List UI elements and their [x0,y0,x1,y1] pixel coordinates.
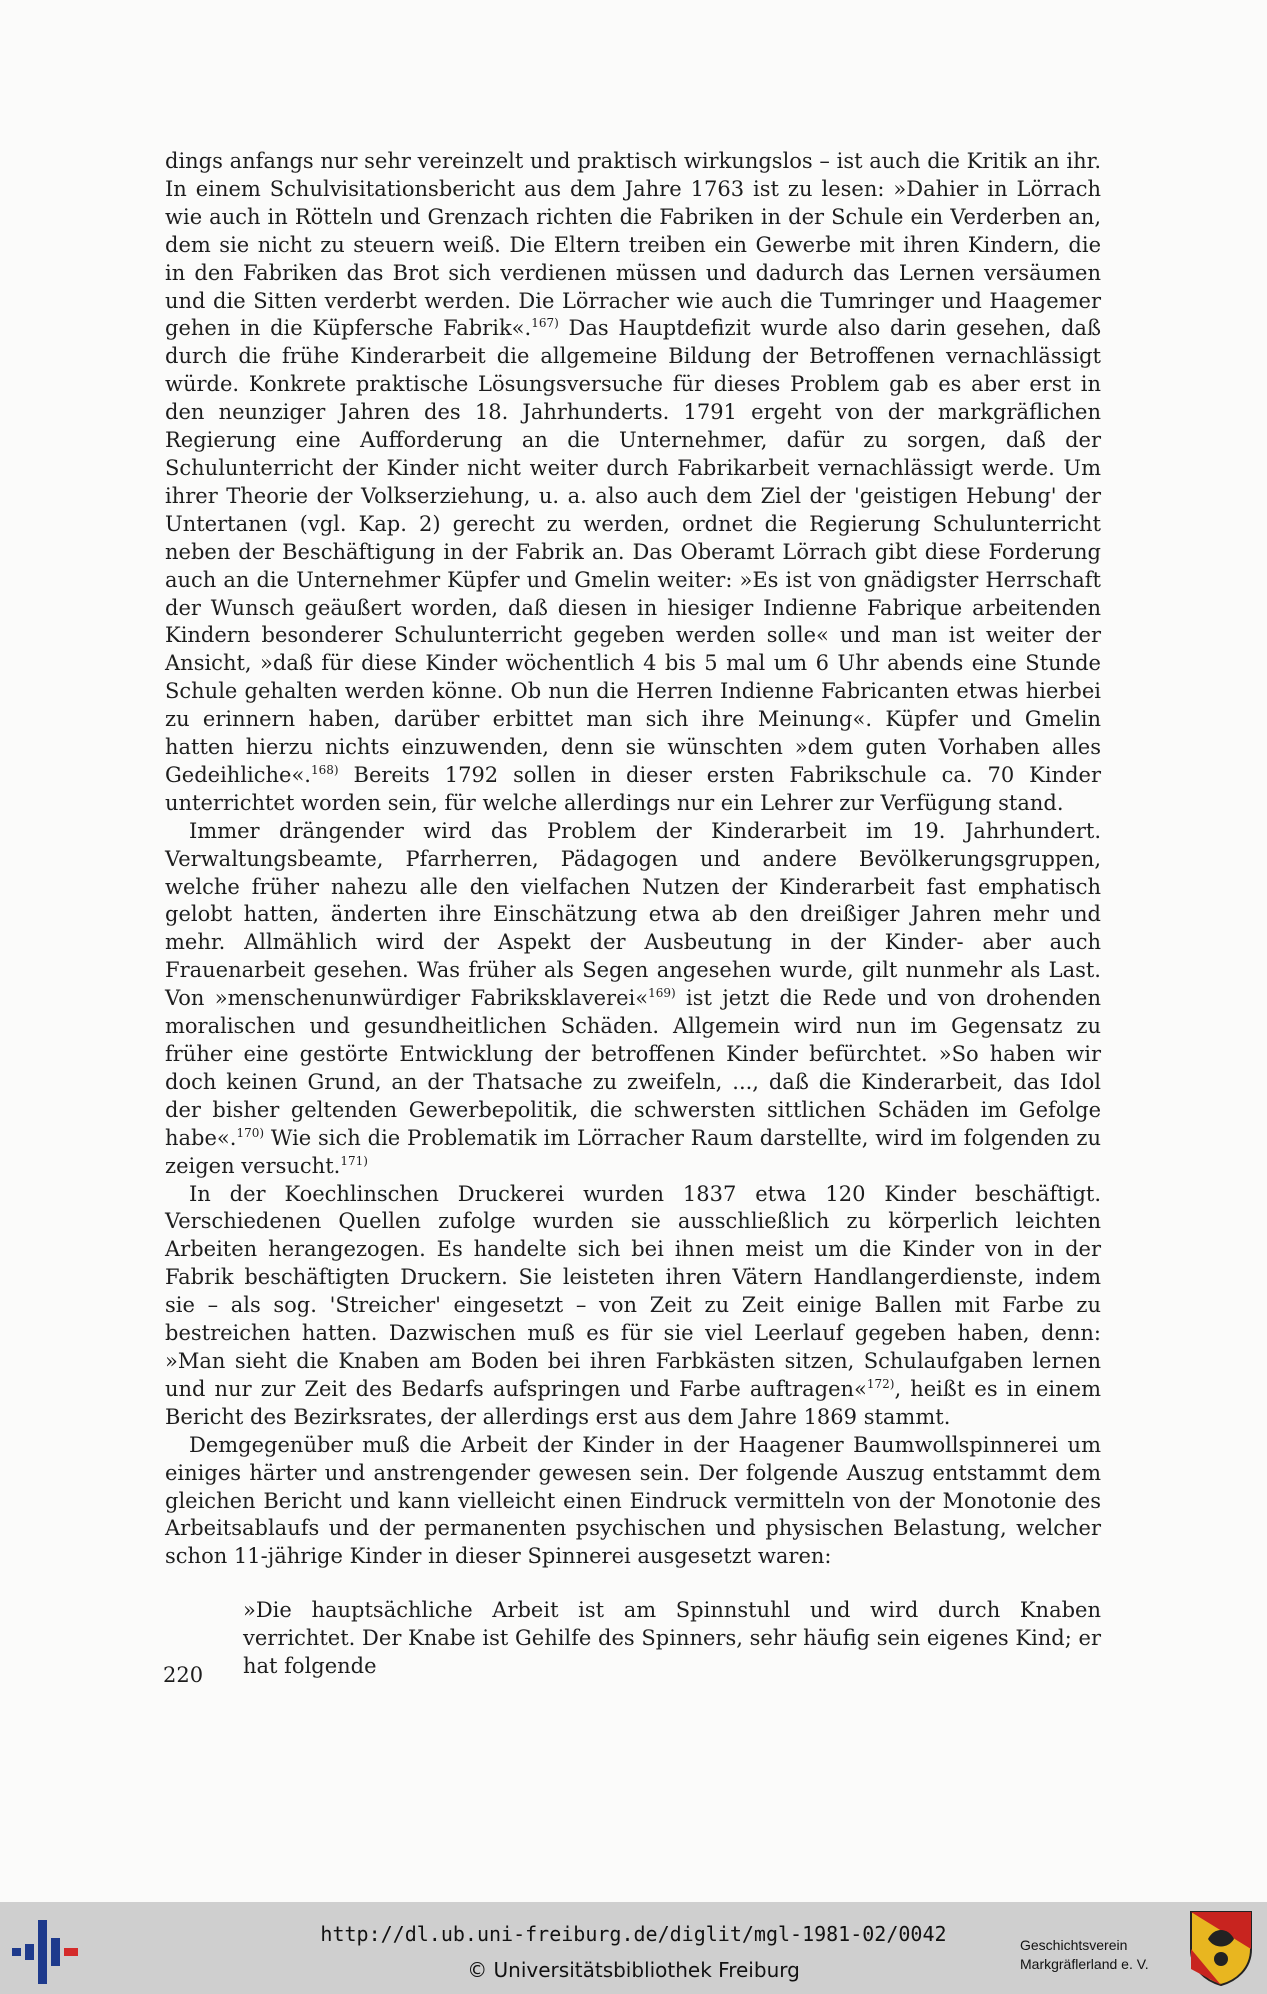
paragraph-1: dings anfangs nur sehr vereinzelt und praktisch wirkungslos – ist auch die Kritik an ihr. In einem Schulvisitationsbericht aus dem Jahre 1763 ist zu lesen: »Dahier in Lörrach wie auch in Rötteln und Grenzach richten die Fabriken in der Schule ein Verderben an, dem sie nicht zu steuern weiß. Die Eltern treiben ein Gewerbe mit ihren Kindern, die in den Fabriken das Brot sich verdienen müssen und dadurch das Lernen versäumen und die Sitten verderbt werden. Die Lörracher wie auch die Tumringer und Haagemer gehen in die Küpfersche Fabrik«.$^{167)}$ Das Hauptdefizit wurde also darin gesehen, daß durch die frühe Kinderarbeit die allgemeine Bildung der Betroffenen vernachlässigt würde. Konkrete praktische Lösungsversuche für dieses Problem gab es aber erst in den neunziger Jahren des 18. Jahrhunderts. 1791 ergeht von der markgräflichen Regierung eine Aufforderung an die Unternehmer, dafür zu sorgen, daß der Schulunterricht der Kinder nicht weiter durch Fabrikarbeit vernachlässigt werde. Um ihrer Theorie der Volkserziehung, u. a. also auch dem Ziel der 'geistigen Hebung' der Untertanen (vgl. Kap. 2) gerecht zu werden, ordnet die Regierung Schulunterricht neben der Beschäftigung in der Fabrik an. Das Oberamt Lörrach gibt diese Forderung auch an die Unternehmer Küpfer und Gmelin weiter: »Es ist von gnädigster Herrschaft der Wunsch geäußert worden, daß diesen in hiesiger Indienne Fabrique arbeitenden Kindern besonderer Schulunterricht gegeben werden solle« und man ist weiter der Ansicht, »daß für diese Kinder wöchentlich 4 bis 5 mal um 6 Uhr abends eine Stunde Schule gehalten werden könne. Ob nun die Herren Indienne Fabricanten etwas hierbei zu erinnern haben, darüber erbittet man sich ihre Meinung«. Küpfer und Gmelin hatten hierzu nichts einzuwenden, denn sie wünschten »dem guten Vorhaben alles Gedeihliche«.$^{168)}$ Bereits 1792 sollen in dieser ersten Fabrikschule ca. 70 Kinder unterrichtet worden sein, für welche allerdings nur ein Lehrer zur Verfügung stand. [165,149,1101,815]
society-line-1: Geschichtsverein [1020,1937,1128,1953]
footnote-ref-172: 172) [866,1376,895,1391]
paragraph-4: Demgegenüber muß die Arbeit der Kinder in der Haagener Baumwollspinnerei um einiges härter und anstrengender gewesen sein. Der folgende Auszug entstammt dem gleichen Bericht und kann vielleicht einen Eindruck vermitteln von der Monotonie des Arbeitsablaufs und der permanenten psychischen und physischen Belastung, welcher schon 11-jährige Kinder in dieser Spinnerei ausgesetzt waren: [165,1432,1101,1569]
footnote-ref-167: 167) [531,316,559,331]
footnote-ref-171: 171) [340,1153,368,1168]
footnote-ref-168: 168) [311,762,339,777]
page-number: 220 [163,1663,204,1687]
footer-bar [0,1902,1267,1994]
footer-copyright: © Universitätsbibliothek Freiburg [467,1958,800,1982]
society-line-2: Markgräflerland e. V. [1020,1956,1149,1972]
paragraph-3: In der Koechlinschen Druckerei wurden 1837 etwa 120 Kinder beschäftigt. Verschiedenen Quellen zufolge wurden sie ausschließlich zu körperlich leichten Arbeiten herangezogen. Es handelte sich bei ihnen meist um die Kinder von in der Fabrik beschäftigten Druckern. Sie leisteten ihren Vätern Handlangerdienste, indem sie – als sog. 'Streicher' eingesetzt – von Zeit zu Zeit einige Ballen mit Farbe zu bestreichen hatten. Dazwischen muß es für sie viel Leerlauf gegeben haben, denn: »Man sieht die Knaben am Boden bei ihren Farbkästen sitzen, Schulaufgaben lernen und nur zur Zeit des Bedarfs aufspringen und Farbe auftragen«$^{172)}$, heißt es in einem Bericht des Bezirksrates, der allerdings erst aus dem Jahre 1869 stammt. [165,1181,1101,1429]
footnote-ref-169: 169) [648,986,676,1001]
block-quote: »Die hauptsächliche Arbeit ist am Spinnstuhl und wird durch Knaben verrichtet. Der Knabe ist Gehilfe des Spinners, sehr häufig sein eigenes Kind; er hat folgende [243,1598,1101,1679]
society-name [1020,1936,1180,1974]
body-text [165,148,1101,1681]
coat-of-arms-icon [1188,1909,1254,1987]
footer-url-link[interactable]: http://dl.ub.uni-freiburg.de/diglit/mgl-1981-02/0042 [320,1922,947,1946]
footnote-ref-170: 170) [236,1125,265,1140]
paragraph-2: Immer drängender wird das Problem der Kinderarbeit im 19. Jahrhundert. Verwaltungsbeamte, Pfarrherren, Pädagogen und andere Bevölkerungsgruppen, welche früher nahezu alle den vielfachen Nutzen der Kinderarbeit fast emphatisch gelobt hatten, änderten ihre Einschätzung etwa ab den dreißiger Jahren mehr und mehr. Allmählich wird der Aspekt der Ausbeutung in der Kinder- aber auch Frauenarbeit gesehen. Was früher als Segen angesehen wurde, gilt nunmehr als Last. Von »menschenunwürdiger Fabriksklaverei«$^{169)}$ ist jetzt die Rede und von drohenden moralischen und gesundheitlichen Schäden. Allgemein wird nun im Gegensatz zu früher eine gestörte Entwicklung der betroffenen Kinder befürchtet. »So haben wir doch keinen Grund, an der Thatsache zu zweifeln, ..., daß die Kinderarbeit, das Idol der bisher geltenden Gewerbepolitik, die schwersten sittlichen Schäden im Gefolge habe«.$^{170)}$ Wie sich die Problematik im Lörracher Raum darstellte, wird im folgenden zu zeigen versucht.$^{171)}$ [165,818,1101,1178]
